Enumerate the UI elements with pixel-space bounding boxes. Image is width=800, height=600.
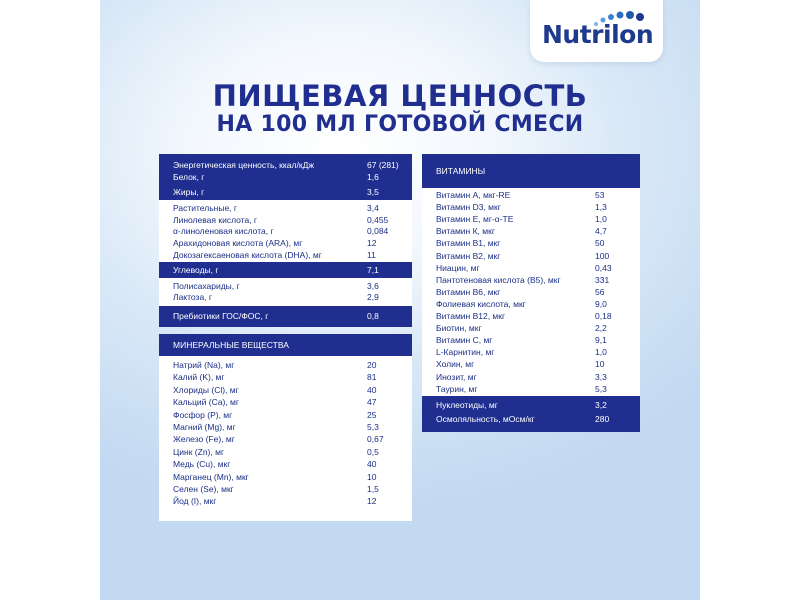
row-label: Витамин А, мкг-RE [436,190,511,200]
row-value: 0,18 [595,311,612,321]
row-label: Медь (Cu), мкг [173,459,231,470]
table-row [422,383,640,395]
row-value: 0,43 [595,262,612,273]
row-label: Инозит, мг [436,371,477,382]
row-label: Магний (Mg), мг [173,422,236,432]
row-value: 2,2 [595,323,607,334]
page-subtitle: НА 100 МЛ ГОТОВОЙ СМЕСИ [216,112,584,137]
table-row [422,286,640,298]
row-value: 1,0 [595,214,607,225]
row-value: 4,7 [595,226,607,237]
table-row [159,359,412,371]
table-row [159,396,412,408]
row-value: 100 [595,250,610,261]
table-row [422,322,640,334]
row-value: 5,3 [595,383,607,394]
nutrients-card [159,154,412,327]
row-label: Марганец (Mn), мкг [173,471,249,482]
row-label: Биотин, мкг [436,323,482,334]
table-row [159,421,412,433]
row-value: 1,5 [367,484,379,494]
table-row [159,458,412,470]
row-value: 331 [595,274,610,285]
carbs-band [159,262,412,278]
row-label: Кальций (Ca), мг [173,397,239,408]
vitamins-header [422,154,640,188]
table-row [422,310,640,322]
table-row [422,225,640,237]
row-value: 0,67 [367,434,384,445]
vitamins-card [422,154,640,432]
table-row [159,446,412,458]
table-row: Белок, г 1,6 [173,172,379,182]
table-row: Углеводы, г 7,1 [173,265,379,275]
row-label: Холин, мг [436,359,475,370]
brand-logo: Nutrilon [542,20,654,49]
row-value: 53 [595,190,605,200]
row-value: 10 [367,471,377,482]
table-row [422,346,640,358]
row-label: Хлориды (Cl), мг [173,384,239,395]
table-row: Лактоза, г 2,9 [173,292,379,302]
table-row [159,371,412,383]
table-row [422,371,640,383]
table-row [422,262,640,274]
minerals-card [159,334,412,521]
row-value: 40 [367,384,377,395]
row-value: 47 [367,397,377,408]
row-label: Йод (I), мкг [173,496,217,507]
row-value: 9,1 [595,335,607,346]
row-value: 12 [367,496,377,507]
row-value: 9,0 [595,298,607,309]
table-row [159,495,412,507]
row-label: Витамин С, мг [436,335,493,346]
row-label: Витамин К, мкг [436,226,495,237]
table-row: Линолевая кислота, г 0,455 [173,215,389,225]
row-label: Ниацин, мг [436,262,480,273]
row-value: 20 [367,360,377,370]
row-value: 10 [595,359,605,370]
row-label: Натрий (Na), мг [173,360,235,370]
table-row [422,189,640,201]
vitamins-bottom-band [422,396,640,432]
table-row [159,433,412,445]
minerals-header [159,334,412,356]
table-row [159,483,412,495]
row-value: 25 [367,409,377,420]
table-row [159,471,412,483]
row-label: Витамин Е, мг-α-ТЕ [436,214,514,225]
row-value: 40 [367,459,377,470]
table-row: Осмоляльность, мОсм/кг 280 [436,414,610,424]
table-row: Энергетическая ценность, ккал/кДж 67 (281) [173,160,399,170]
row-value: 56 [595,286,605,297]
table-row: Жиры, г 3,5 [173,187,379,197]
row-label: Витамин D3, мкг [436,202,501,213]
row-label: Витамин В6, мкг [436,286,501,297]
row-label: Фосфор (P), мг [173,409,233,420]
table-row: Арахидоновая кислота (ARA), мг 12 [173,238,377,248]
row-value: 5,3 [367,422,379,432]
table-row [422,237,640,249]
row-value: 0,5 [367,446,379,457]
row-label: Фолиевая кислота, мкг [436,298,526,309]
table-row [422,298,640,310]
row-value: 3,3 [595,371,607,382]
row-value: 1,3 [595,202,607,213]
table-row: Растительные, г 3,4 [173,203,379,213]
energy-band [159,154,412,200]
table-row [159,384,412,396]
row-value: 81 [367,372,377,383]
row-value: 50 [595,238,605,249]
row-label: Калий (K), мг [173,372,225,383]
minerals-title: МИНЕРАЛЬНЫЕ ВЕЩЕСТВА [173,340,289,350]
brand-logo-card [530,0,663,62]
table-row: Полисахариды, г 3,6 [173,281,379,291]
table-row [422,334,640,346]
table-row [422,274,640,286]
prebiotics-band [159,306,412,327]
table-row [422,358,640,370]
row-label: L-Карнитин, мг [436,347,495,358]
table-row [422,250,640,262]
row-label: Витамин В1, мкг [436,238,501,249]
table-row: Нуклеотиды, мг 3,2 [436,400,607,410]
table-row: α-линоленовая кислота, г 0,084 [173,226,389,236]
row-label: Селен (Se), мкг [173,484,234,494]
table-row [422,201,640,213]
vitamins-title: ВИТАМИНЫ [436,166,486,176]
table-row: Докозагексаеновая кислота (DHA), мг 11 [173,250,376,260]
row-value: 1,0 [595,347,607,358]
row-label: Витамин В2, мкг [436,250,501,261]
row-label: Цинк (Zn), мг [173,446,225,457]
nutrition-panel [100,0,700,600]
table-row [159,409,412,421]
row-label: Таурин, мг [436,383,478,394]
row-label: Витамин В12, мкг [436,311,506,321]
table-row [422,213,640,225]
row-label: Железо (Fe), мг [173,434,235,445]
row-label: Пантотеновая кислота (В5), мкг [436,274,561,285]
table-row: Пребиотики ГОС/ФОС, г 0,8 [173,311,379,321]
page-title: ПИЩЕВАЯ ЦЕННОСТЬ [212,79,588,113]
